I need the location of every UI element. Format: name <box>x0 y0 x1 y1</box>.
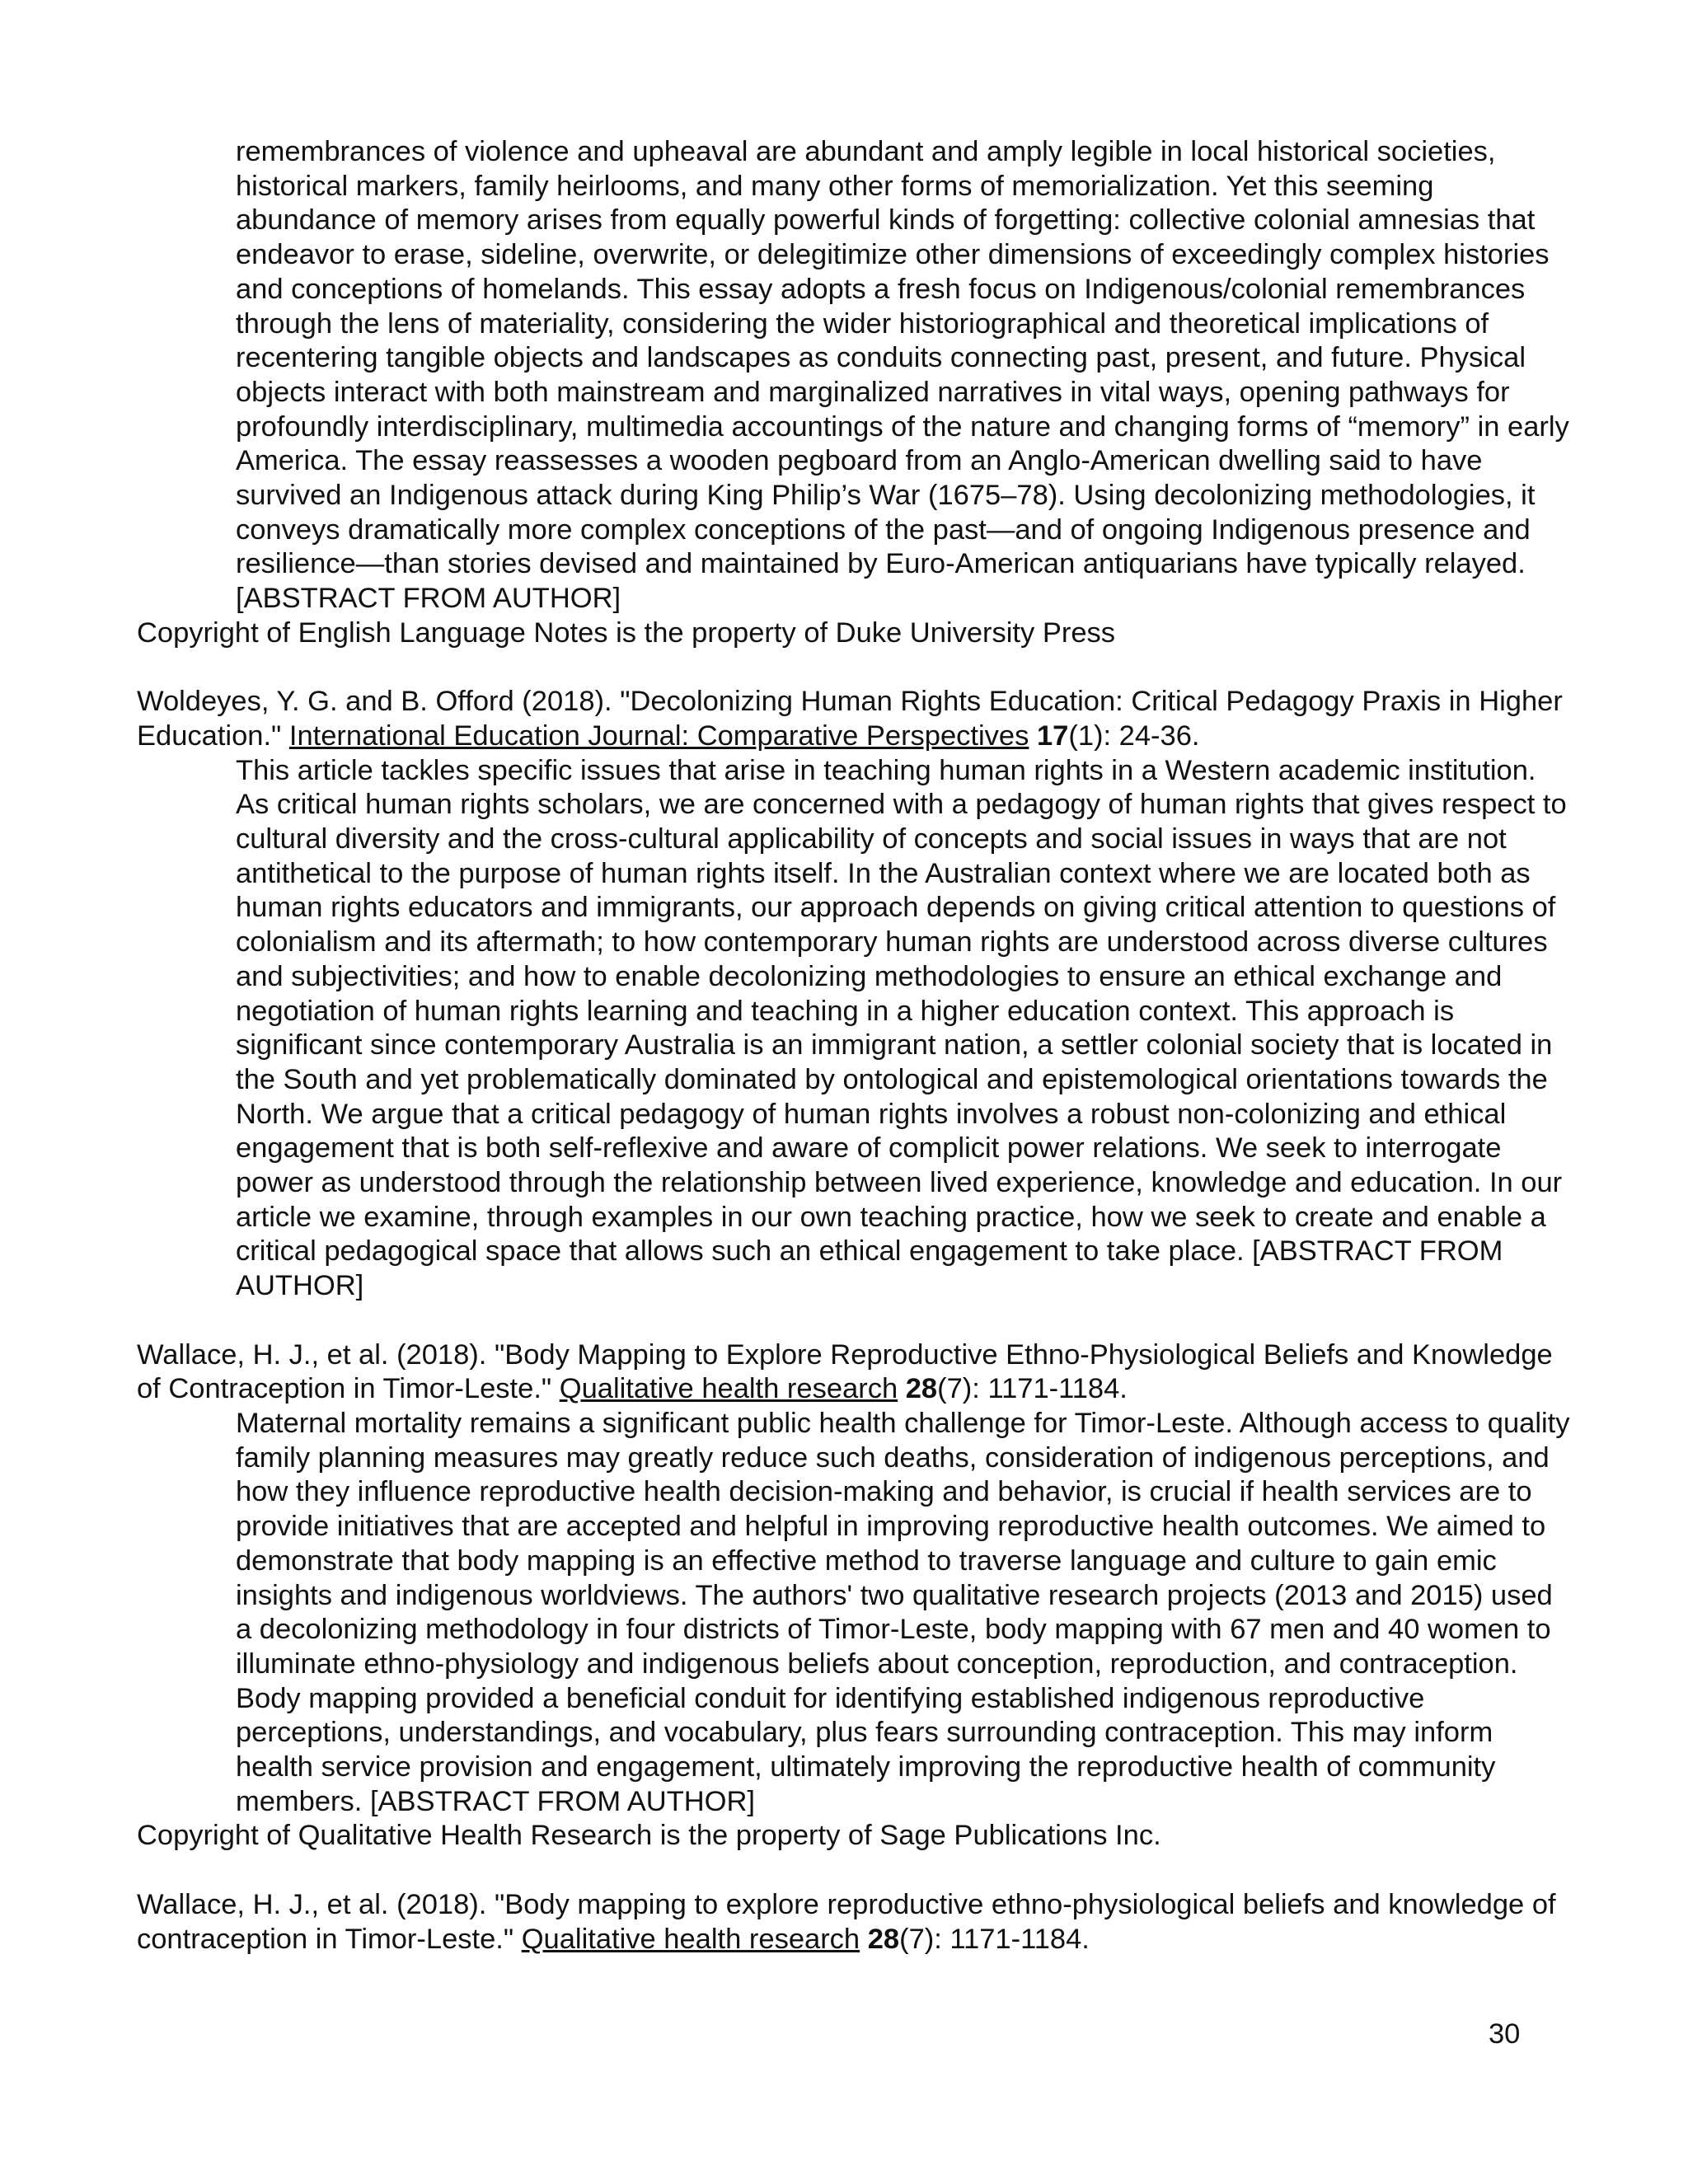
issue-pages: (7): 1171-1184. <box>937 1373 1128 1405</box>
journal-volume: 17 <box>1036 719 1069 752</box>
journal-volume: 28 <box>905 1373 938 1405</box>
reference-entry <box>137 1888 1571 1957</box>
journal-title: Qualitative health research <box>559 1373 898 1405</box>
spacer <box>137 1304 1571 1338</box>
journal-title: Qualitative health research <box>521 1923 860 1955</box>
reference-citation <box>137 685 1571 753</box>
carryover-copyright: Copyright of English Language Notes is the property of Duke University Press <box>137 616 1116 649</box>
citation-text: Woldeyes, Y. G. and B. Offord (2018). "Decolonizing Human Rights Education: Critical Pedagogy Praxis in Higher Education." <box>137 686 1563 752</box>
reference-citation <box>137 1338 1571 1407</box>
citation-text: Wallace, H. J., et al. (2018). "Body Mapping to Explore Reproductive Ethno-Physiological Beliefs and Knowledge of Contraception in Timor-Leste." <box>137 1338 1553 1405</box>
journal-title: International Education Journal: Comparative Perspectives <box>288 719 1029 752</box>
reference-abstract: Maternal mortality remains a significant public health challenge for Timor-Leste. Although access to quality family planning measures may greatly reduce such deaths, consideration of indigenous perceptions, and how they influence reproductive health decision-making and behavior, is crucial if health services are to provide initiatives that are accepted and helpful in improving reproductive health outcomes. We aimed to demonstrate that body mapping is an effective method to traverse language and culture to gain emic insights and indigenous worldviews. The authors' two qualitative research projects (2013 and 2015) used a decolonizing methodology in four districts of Timor-Leste, body mapping with 67 men and 40 women to illuminate ethno-physiology and indigenous beliefs about conception, reproduction, and contraception. Body mapping provided a beneficial conduit for identifying established indigenous reproductive perceptions, understandings, and vocabulary, plus fears surrounding contraception. This may inform health service provision and engagement, ultimately improving the reproductive health of community members. [ABSTRACT FROM AUTHOR] <box>236 1407 1570 1817</box>
issue-pages: (7): 1171-1184. <box>899 1923 1090 1955</box>
reference-citation <box>137 1888 1571 1957</box>
spacer <box>137 1854 1571 1888</box>
reference-copyright: Copyright of Qualitative Health Research is the property of Sage Publications Inc. <box>137 1820 1161 1852</box>
reference-entry <box>137 1338 1571 1854</box>
reference-abstract: This article tackles specific issues that arise in teaching human rights in a Western academic institution. As critical human rights scholars, we are concerned with a pedagogy of human rights that gives respect to cultural diversity and the cross-cultural applicability of concepts and social issues in ways that are not antithetical to the purpose of human rights itself. In the Australian context where we are located both as human rights educators and immigrants, our approach depends on giving critical attention to questions of colonialism and its aftermath; to how contemporary human rights are understood across diverse cultures and subjectivities; and how to enable decolonizing methodologies to ensure an ethical exchange and negotiation of human rights learning and teaching in a higher education context. This approach is significant since contemporary Australia is an immigrant nation, a settler colonial society that is located in the South and yet problematically dominated by ontological and epistemological orientations towards the North. We argue that a critical pedagogy of human rights involves a robust non-colonizing and ethical engagement that is both self-reflexive and aware of complicit power relations. We seek to interrogate power as understood through the relationship between lived experience, knowledge and education. In our article we examine, through examples in our own teaching practice, how we seek to create and enable a critical pedagogical space that allows such an ethical engagement to take place. [ABSTRACT FROM AUTHOR] <box>236 754 1567 1302</box>
page-number: 30 <box>1489 2018 1521 2050</box>
journal-volume: 28 <box>867 1923 900 1955</box>
citation-text: Wallace, H. J., et al. (2018). "Body mapping to explore reproductive ethno-physiological beliefs and knowledge of contraception in Timor-Leste." <box>137 1888 1556 1955</box>
spacer <box>137 651 1571 686</box>
carryover-abstract: remembrances of violence and upheaval are abundant and amply legible in local historical societies, historical markers, family heirlooms, and many other forms of memorialization. Yet this seeming abundance of memory arises from equally powerful kinds of forgetting: collective colonial amnesias that endeavor to erase, sideline, overwrite, or delegitimize other dimensions of exceedingly complex histories and conceptions of homelands. This essay adopts a fresh focus on Indigenous/colonial remembrances through the lens of materiality, considering the wider historiographical and theoretical implications of recentering tangible objects and landscapes as conduits connecting past, present, and future. Physical objects interact with both mainstream and marginalized narratives in vital ways, opening pathways for profoundly interdisciplinary, multimedia accountings of the nature and changing forms of “memory” in early America. The essay reassesses a wooden pegboard from an Anglo-American dwelling said to have survived an Indigenous attack during King Philip’s War (1675–78). Using decolonizing methodologies, it conveys dramatically more complex conceptions of the past—and of ongoing Indigenous presence and resilience—than stories devised and maintained by Euro-American antiquarians have typically relayed. [ABSTRACT FROM AUTHOR] <box>236 136 1569 615</box>
document-body <box>137 135 1571 1957</box>
issue-pages: (1): 24-36. <box>1068 719 1200 752</box>
reference-entry <box>137 685 1571 1304</box>
